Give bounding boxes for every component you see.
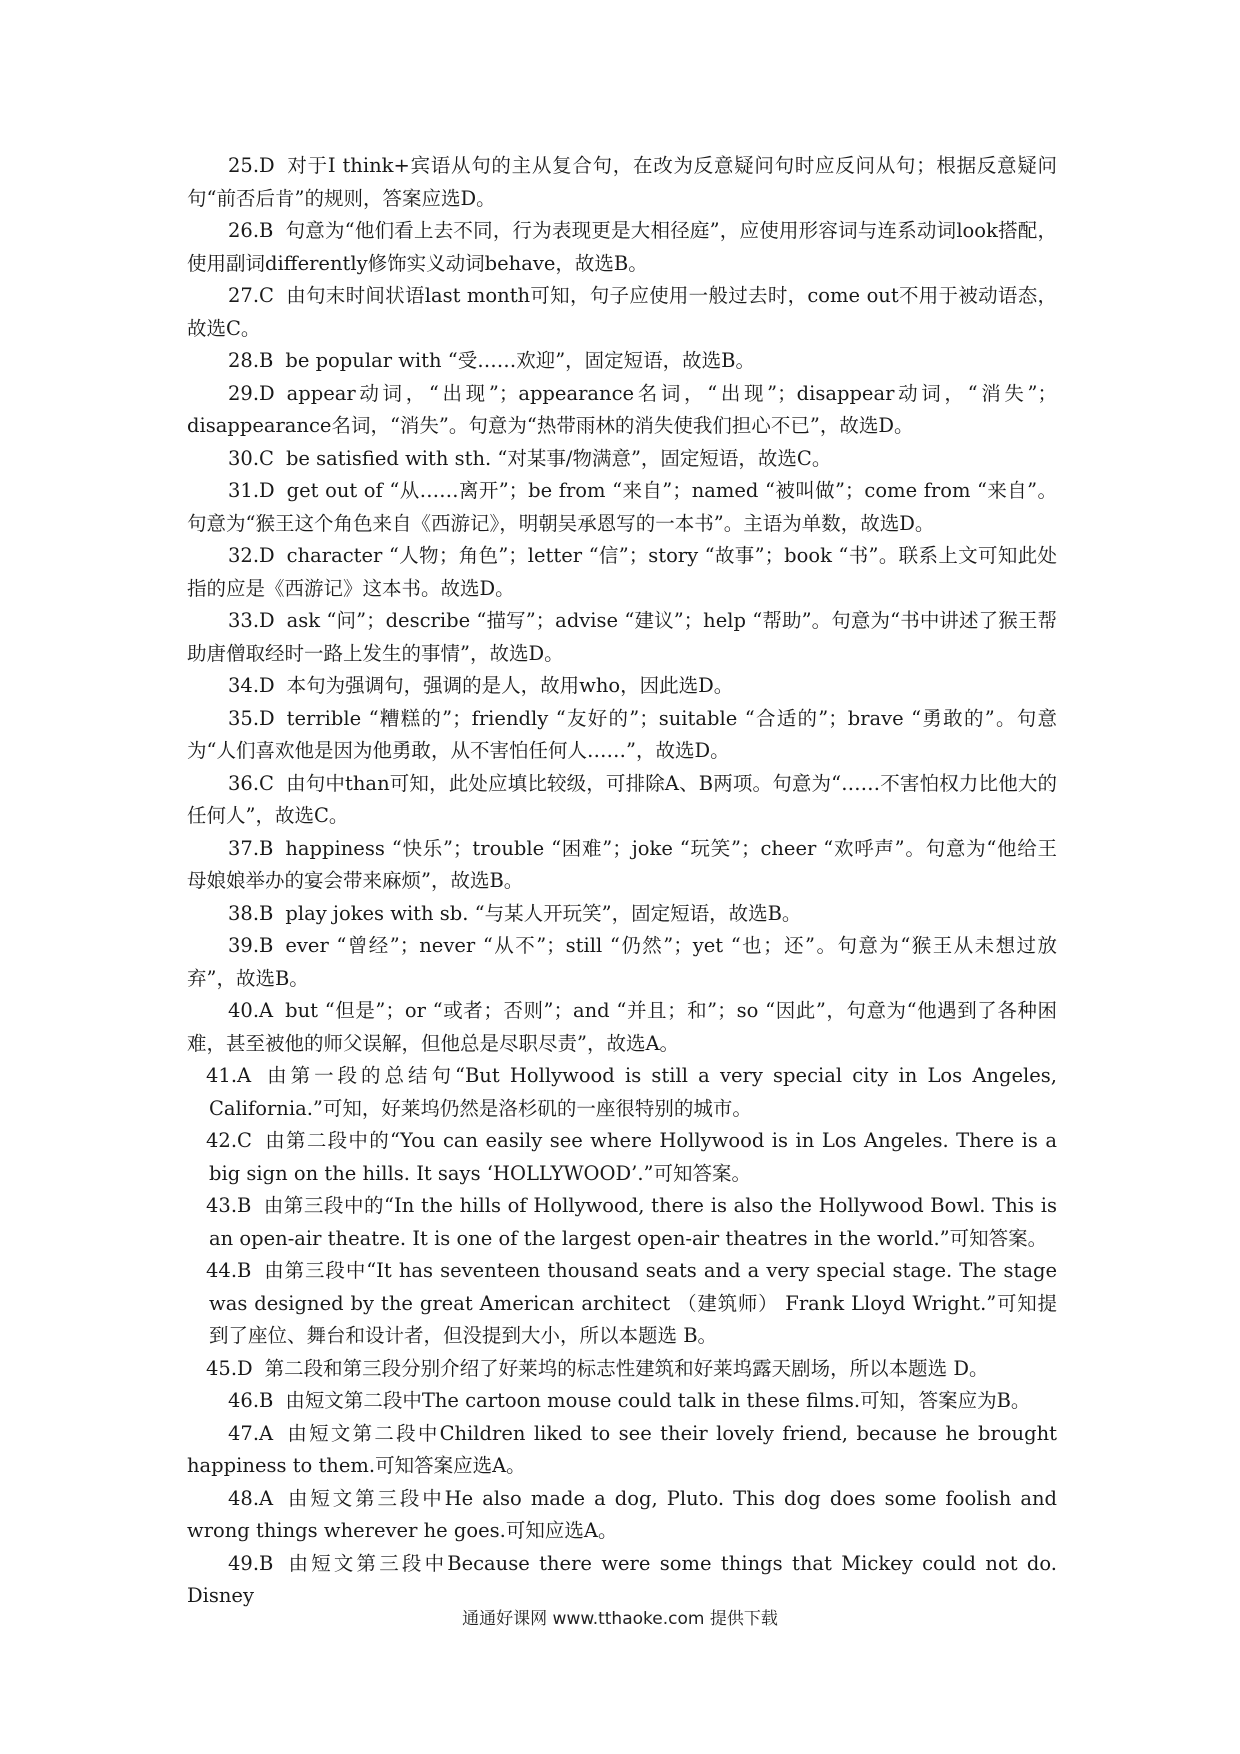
entry-text: ever “曾经”；never “从不”；still “仍然”；yet “也；还”。句意为“猴王从未想过放弃”，故选B。 bbox=[187, 934, 1057, 990]
entry-text: 由第二段中的“You can easily see where Hollywood is in Los Angeles. There is a big sign on the hills. It says ‘HOLLYWOOD’.”可知答案。 bbox=[209, 1129, 1057, 1185]
entry-number: 28.B bbox=[228, 349, 274, 372]
entry-38 bbox=[187, 898, 1057, 931]
entry-43 bbox=[187, 1190, 1057, 1255]
entry-number: 47.A bbox=[228, 1421, 274, 1445]
entry-number: 43.B bbox=[206, 1194, 252, 1217]
entry-34 bbox=[187, 670, 1057, 703]
entry-number: 26.B bbox=[228, 219, 274, 242]
entry-number: 34.D bbox=[228, 674, 275, 697]
entry-text: happiness “快乐”；trouble “困难”；joke “玩笑”；cheer “欢呼声”。句意为“他给王母娘娘举办的宴会带来麻烦”，故选B。 bbox=[187, 836, 1057, 892]
entry-number: 36.C bbox=[228, 771, 274, 795]
entry-25 bbox=[187, 150, 1057, 215]
entry-48 bbox=[187, 1483, 1057, 1548]
entry-number: 42.C bbox=[206, 1129, 252, 1152]
entry-text: be satisfied with sth. “对某事/物满意”，固定短语，故选C。 bbox=[285, 446, 832, 470]
entry-44 bbox=[187, 1255, 1057, 1353]
entry-35 bbox=[187, 703, 1057, 768]
entry-text: 由第一段的总结句“But Hollywood is still a very special city in Los Angeles, California.”可知，好莱坞仍然是洛杉矶的一座很特别的城市。 bbox=[209, 1064, 1057, 1120]
entry-28 bbox=[187, 345, 1057, 378]
entry-text: be popular with “受……欢迎”，固定短语，故选B。 bbox=[285, 349, 756, 372]
entry-number: 41.A bbox=[206, 1064, 252, 1087]
entry-number: 32.D bbox=[228, 544, 275, 567]
entry-number: 33.D bbox=[228, 609, 275, 632]
entry-number: 25.D bbox=[228, 154, 275, 177]
entry-40 bbox=[187, 995, 1057, 1060]
entry-27 bbox=[187, 280, 1057, 345]
entry-36 bbox=[187, 768, 1057, 833]
entry-32 bbox=[187, 540, 1057, 605]
entry-text: 由短文第二段中Children liked to see their lovely friend, because he brought happiness to them.可知答案应选A。 bbox=[187, 1421, 1057, 1477]
entry-text: 句意为“他们看上去不同，行为表现更是大相径庭”，应使用形容词与连系动词look搭配，使用副词differently修饰实义动词behave，故选B。 bbox=[187, 219, 1057, 275]
entry-text: 由第三段中的“In the hills of Hollywood, there is also the Hollywood Bowl. This is an open-air theatre. It is one of the largest open-air theatres in the world.”可知答案。 bbox=[209, 1194, 1057, 1250]
entry-number: 48.A bbox=[228, 1486, 274, 1510]
entry-text: play jokes with sb. “与某人开玩笑”，固定短语，故选B。 bbox=[285, 901, 802, 925]
entry-26 bbox=[187, 215, 1057, 280]
entry-text: 由第三段中“It has seventeen thousand seats and a very special stage. The stage was designed by the great American architect （建筑师） Frank Lloyd Wright.”可知提到了座位、舞台和设计者，但没提到大小，所以本题选 B。 bbox=[209, 1259, 1057, 1347]
entry-45 bbox=[187, 1353, 1057, 1386]
entry-text: 由短文第三段中He also made a dog, Pluto. This dog does some foolish and wrong things wherever he goes.可知应选A。 bbox=[187, 1486, 1057, 1542]
entry-37 bbox=[187, 833, 1057, 898]
entry-number: 49.B bbox=[228, 1551, 274, 1575]
entry-41 bbox=[187, 1060, 1057, 1125]
entry-42 bbox=[187, 1125, 1057, 1190]
entry-text: 对于I think+宾语从句的主从复合句，在改为反意疑问句时应反问从句；根据反意疑问句“前否后肯”的规则，答案应选D。 bbox=[187, 154, 1057, 210]
page-footer: 通通好课网 www.tthaoke.com 提供下载 bbox=[462, 1609, 778, 1629]
entry-text: ask “问”；describe “描写”；advise “建议”；help “帮助”。句意为“书中讲述了猴王帮助唐僧取经时一路上发生的事情”，故选D。 bbox=[187, 609, 1057, 665]
entry-47 bbox=[187, 1418, 1057, 1483]
entry-39 bbox=[187, 930, 1057, 995]
entry-text: 由句中than可知，此处应填比较级，可排除A、B两项。句意为“……不害怕权力比他大的任何人”，故选C。 bbox=[187, 771, 1057, 827]
entry-text: get out of “从……离开”；be from “来自”；named “被叫做”；come from “来自”。句意为“猴王这个角色来自《西游记》，明朝吴承恩写的一本书”。主语为单数，故选D。 bbox=[187, 479, 1057, 535]
entry-number: 30.C bbox=[228, 446, 274, 470]
entry-46 bbox=[187, 1385, 1057, 1418]
entry-text: 由短文第二段中The cartoon mouse could talk in these films.可知，答案应为B。 bbox=[285, 1389, 1031, 1412]
entry-number: 40.A bbox=[228, 999, 274, 1022]
entry-number: 29.D bbox=[228, 381, 275, 405]
entry-number: 27.C bbox=[228, 284, 274, 307]
entry-text: but “但是”；or “或者；否则”；and “并且；和”；so “因此”，句意为“他遇到了各种困难，甚至被他的师父误解，但他总是尽职尽责”，故选A。 bbox=[187, 999, 1057, 1055]
entry-number: 37.B bbox=[228, 836, 274, 860]
entry-49 bbox=[187, 1548, 1057, 1613]
entry-text: 本句为强调句，强调的是人，故用who，因此选D。 bbox=[286, 674, 734, 697]
entry-number: 38.B bbox=[228, 901, 274, 925]
entry-number: 44.B bbox=[206, 1259, 252, 1282]
entry-text: 由句末时间状语last month可知，句子应使用一般过去时，come out不用于被动语态，故选C。 bbox=[187, 284, 1057, 340]
entry-number: 45.D bbox=[206, 1356, 253, 1380]
entry-30 bbox=[187, 443, 1057, 476]
entry-text: terrible “糟糕的”；friendly “友好的”；suitable “合适的”；brave “勇敢的”。句意为“人们喜欢他是因为他勇敢，从不害怕任何人……”，故选D。 bbox=[187, 706, 1057, 762]
entry-29 bbox=[187, 378, 1057, 443]
entry-text: 第二段和第三段分别介绍了好莱坞的标志性建筑和好莱坞露天剧场，所以本题选 D。 bbox=[264, 1356, 989, 1380]
entry-33 bbox=[187, 605, 1057, 670]
answer-explanations bbox=[187, 150, 1057, 1613]
entry-text: 由短文第三段中Because there were some things that Mickey could not do. Disney bbox=[187, 1551, 1057, 1607]
entry-number: 35.D bbox=[228, 706, 275, 730]
entry-text: appear动词，“出现”；appearance名词，“出现”；disappear动词，“消失”；disappearance名词，“消失”。句意为“热带雨林的消失使我们担心不已”，故选D。 bbox=[187, 381, 1057, 437]
entry-number: 46.B bbox=[228, 1389, 274, 1412]
entry-number: 39.B bbox=[228, 934, 274, 957]
entry-text: character “人物；角色”；letter “信”；story “故事”；book “书”。联系上文可知此处指的应是《西游记》这本书。故选D。 bbox=[187, 544, 1057, 600]
entry-31 bbox=[187, 475, 1057, 540]
entry-number: 31.D bbox=[228, 479, 275, 502]
